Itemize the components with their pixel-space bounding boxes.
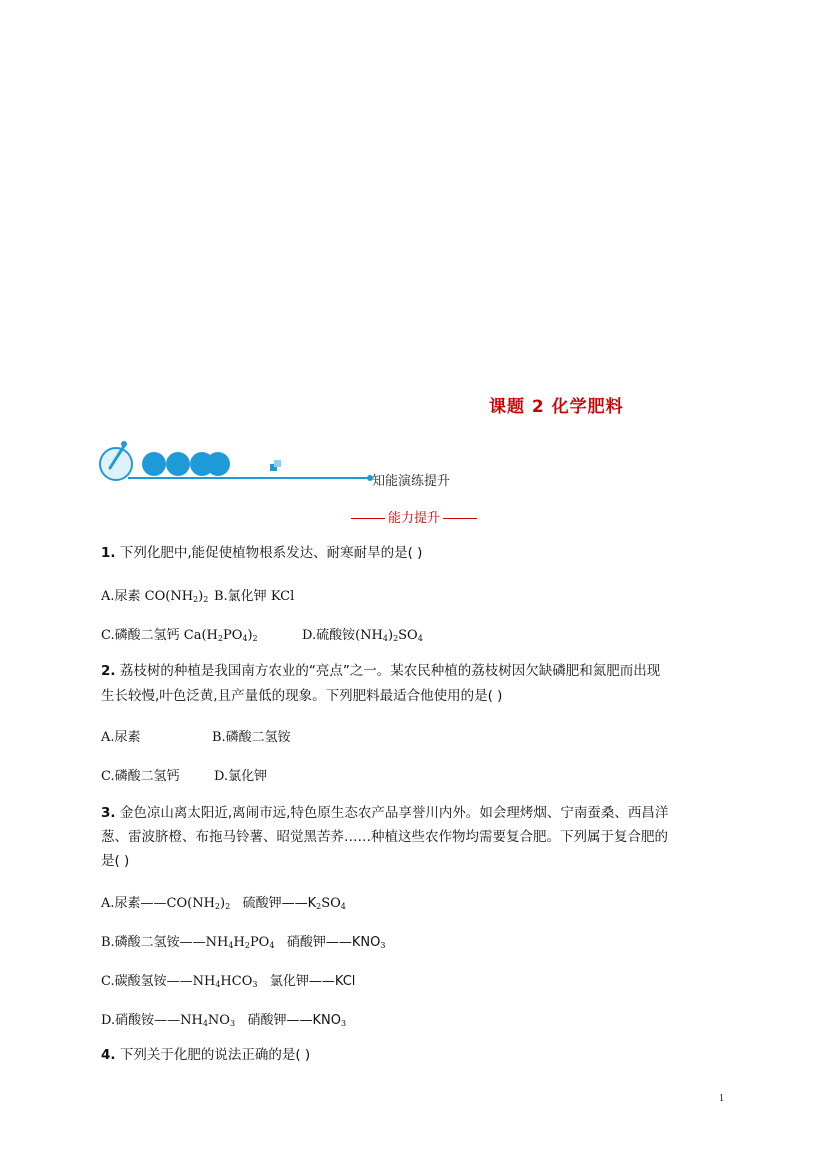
question-1-stem: 1. 下列化肥中,能促使植物根系发达、耐寒耐旱的是( )	[101, 545, 423, 561]
question-1-option-b: B.氯化钾 KCl	[214, 589, 295, 604]
question-1-option-a: A.尿素 $CO(NH_2)_2$	[101, 589, 209, 604]
question-2-option-c: C.磷酸二氢钙	[101, 769, 180, 784]
question-2-option-d: D.氯化钾	[214, 769, 268, 784]
page-number: 1	[719, 1093, 724, 1104]
question-3-option-b: B.磷酸二氢铵$——NH_4H_2PO_4$ 硝酸钾$——KNO_3$	[101, 935, 386, 950]
sub-heading	[348, 507, 480, 526]
section-banner	[98, 438, 378, 488]
question-2-option-b: B.磷酸二氢铵	[212, 730, 291, 745]
question-1-option-d: D.硫酸铵$(NH_4)_2SO_4$	[302, 628, 423, 643]
question-4-stem: 4. 下列关于化肥的说法正确的是( )	[101, 1047, 311, 1063]
question-3-stem: 3. 金色凉山离太阳近,离闹市远,特色原生态农产品享誉川内外。如会理烤烟、宁南蚕桑、西昌洋	[101, 805, 669, 821]
question-2-stem-line2: 生长较慢,叶色泛黄,且产量低的现象。下列肥料最适合他使用的是( )	[101, 688, 503, 704]
page-title: 课题 2 化学肥料	[489, 397, 624, 417]
question-2-stem: 2. 荔枝树的种植是我国南方农业的“亮点”之一。某农民种植的荔枝树因欠缺磷肥和氮肥而出现	[101, 663, 661, 679]
question-3-option-c: C.碳酸氢铵$——NH_4HCO_3$ 氯化钾——KCl	[101, 974, 356, 989]
question-3-stem-line3: 是( )	[101, 853, 130, 869]
section-label: 知能演练提升	[372, 474, 451, 489]
question-3-stem-line2: 葱、雷波脐橙、布拖马铃薯、昭觉黑苦荞……种植这些农作物均需要复合肥。下列属于复合肥的	[101, 829, 668, 845]
question-1-option-c: C.磷酸二氢钙 $Ca(H_2PO_4)_2$	[101, 628, 258, 643]
question-3-option-d: D.硝酸铵$——NH_4NO_3$ 硝酸钾$——KNO_3$	[101, 1013, 347, 1028]
sub-heading-text: 能力提升	[388, 511, 441, 526]
brush-icon	[100, 448, 132, 480]
question-2-option-a: A.尿素	[101, 730, 141, 745]
question-3-option-a: A.尿素$——CO(NH_2)_2$ 硫酸钾$——K_2SO_4$	[101, 896, 346, 911]
